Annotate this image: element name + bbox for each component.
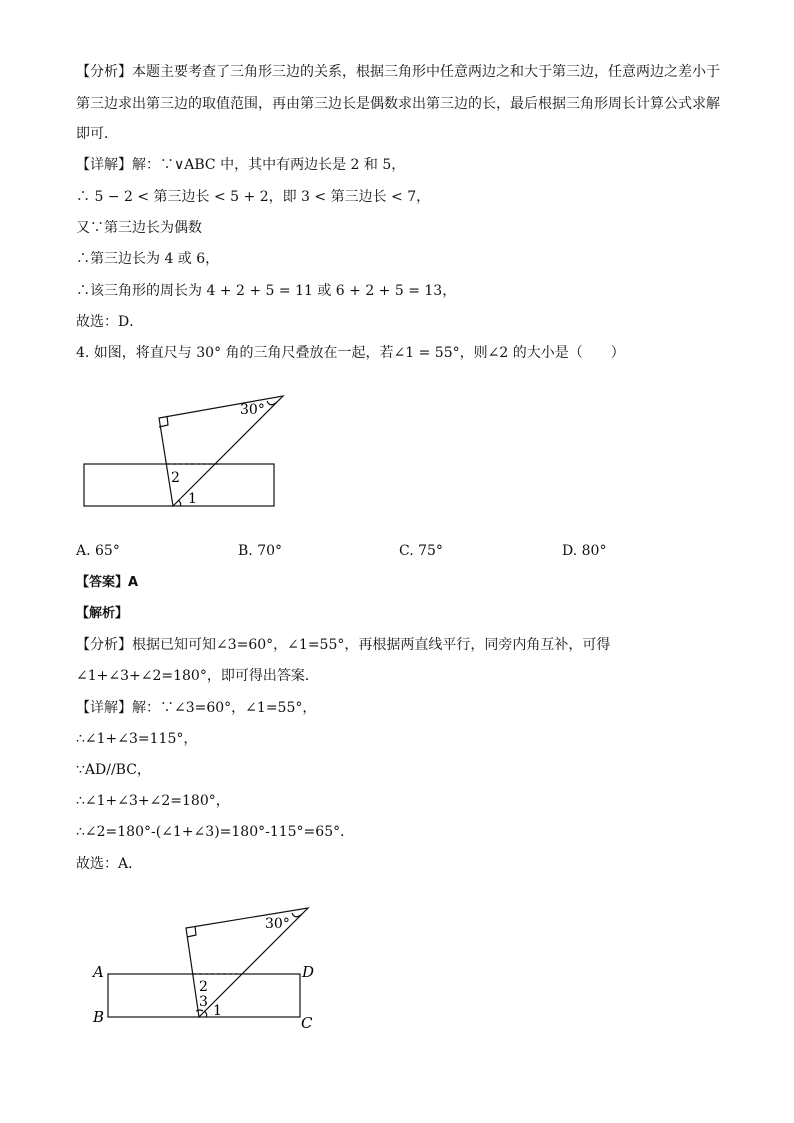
q3-analysis-line-3: 即可． [76,126,118,142]
fig2-label-d: D [302,963,315,981]
q3-detail-line-2: ∴ 5 − 2 < 第三边长 < 5 + 2，即 3 < 第三边长 < 7， [76,189,431,205]
fig2-set-square-triangle [186,908,308,1017]
option-a[interactable]: A. 65° [76,543,120,559]
answer-label: 【答案】A [76,575,139,590]
q4-detail-line-4: ∴∠1+∠3+∠2=180°， [76,793,230,809]
angle-30-arc [267,401,277,405]
q3-detail-line-4: ∴第三边长为 4 或 6， [76,251,220,267]
fig2-angle-30-arc [292,913,302,917]
fig2-label-3: 3 [199,994,208,1010]
q3-detail-line-3: 又∵第三边长为偶数 [76,220,202,236]
fig1-label-1: 1 [188,491,197,507]
set-square-triangle [159,396,283,506]
q4-detail-line-3: ∵AD//BC， [76,762,151,778]
fig2-angle-30-label: 30° [265,916,290,932]
right-angle-mark [159,416,168,427]
ruler-rect [84,464,274,506]
q4-choice: 故选：A． [76,856,143,872]
fig2-angle-3-arc [196,1010,203,1011]
q4-analysis-line-1: 【分析】根据已知可知∠3=60°，∠1=55°，再根据两直线平行，同旁内角互补，可得 [76,637,611,653]
q3-detail-line-1: 【详解】解：∵∨ABC 中，其中有两边长是 2 和 5， [76,157,406,173]
q3-analysis-line-2: 第三边求出第三边的取值范围，再由第三边长是偶数求出第三边的长，最后根据三角形周长计算公式求解 [76,96,720,112]
fig1-angle-30-label: 30° [240,402,265,418]
fig2-right-angle-mark [187,926,196,937]
fig1-label-2: 2 [171,470,180,486]
q4-detail-line-5: ∴∠2=180°-(∠1+∠3)=180°-115°=65°． [76,824,355,840]
angle-1-arc [178,500,181,506]
q3-choice: 故选：D． [76,314,144,330]
q4-detail-line-2: ∴∠1+∠3=115°， [76,731,198,747]
jiexi-label: 【解析】 [76,606,129,621]
q4-stem: 4. 如图，将直尺与 30° 角的三角尺叠放在一起，若∠1 = 55°，则∠2 的大小是（ ） [76,345,625,361]
fig2-angle-1-arc [204,1011,207,1017]
fig2-label-a: A [93,963,104,981]
fig2-label-c: C [301,1014,313,1032]
fig2-ruler-rect [108,974,300,1017]
q3-analysis-line-1: 【分析】本题主要考查了三角形三边的关系，根据三角形中任意两边之和大于第三边，任意两边之差小于 [76,64,720,80]
q3-detail-line-5: ∴该三角形的周长为 4 + 2 + 5 = 11 或 6 + 2 + 5 = 13， [76,283,457,299]
option-d[interactable]: D. 80° [562,543,607,559]
fig2-label-2: 2 [199,979,208,995]
option-b[interactable]: B. 70° [238,543,283,559]
fig2-label-1: 1 [213,1003,222,1019]
fig2-label-b: B [93,1008,105,1026]
option-c[interactable]: C. 75° [399,543,443,559]
q4-detail-line-1: 【详解】解：∵∠3=60°，∠1=55°， [76,700,317,716]
q4-analysis-line-2: ∠1+∠3+∠2=180°，即可得出答案． [76,668,319,684]
